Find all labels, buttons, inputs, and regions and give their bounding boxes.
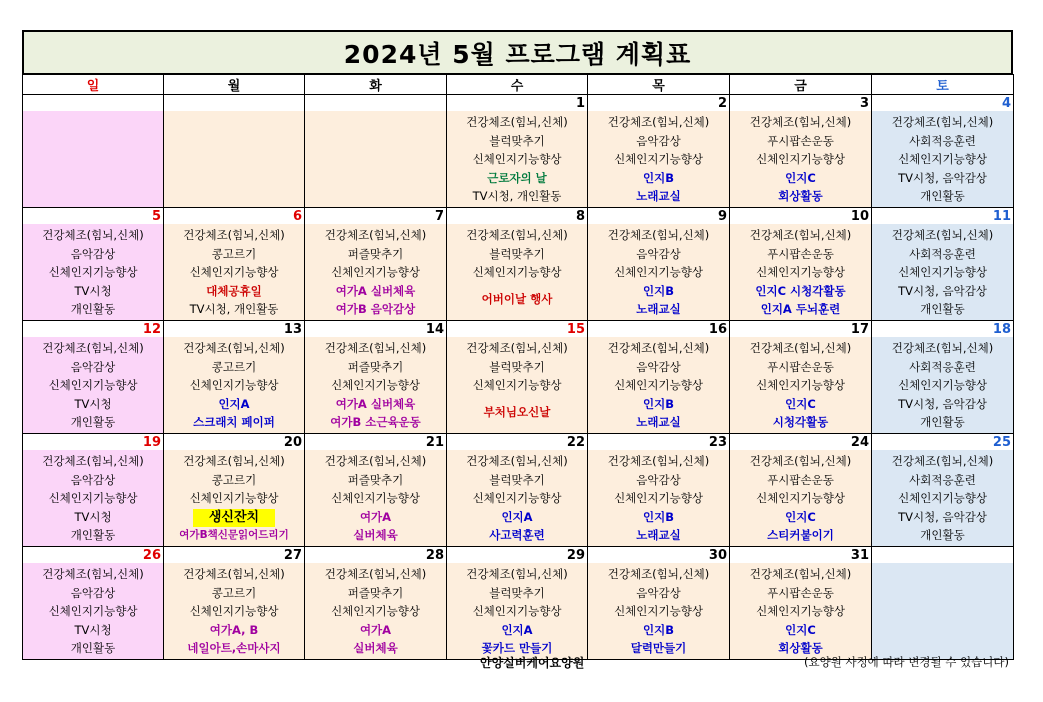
program-label: 회상활동 (778, 189, 823, 203)
day-cell (872, 450, 1014, 547)
calendar-table (22, 74, 1014, 660)
activity: 건강체조(힘뇌,신체) (324, 228, 427, 242)
program-label: 꽃카드 만들기 (481, 641, 553, 655)
activity: 건강체조(힘뇌,신체) (42, 228, 144, 242)
activity: TV시청, 개인활동 (472, 189, 562, 203)
activity: 건강체조(힘뇌,신체) (749, 567, 852, 581)
activity: 건강체조(힘뇌,신체) (466, 567, 568, 581)
activity: 블럭맞추기 (489, 133, 545, 148)
activity: 사회적응훈련 (909, 472, 976, 487)
day-cell (305, 450, 447, 547)
activity: 푸시팝손운동 (767, 585, 834, 600)
activity: 신체인지기능향상 (331, 265, 420, 279)
date-number: 14 (305, 321, 447, 338)
day-cell (23, 563, 164, 660)
activity: 푸시팝손운동 (767, 472, 834, 487)
activity: 신체인지기능향상 (614, 265, 703, 279)
date-number: 27 (164, 547, 305, 564)
program-label: 실버체육 (353, 528, 398, 542)
activity: 건강체조(힘뇌,신체) (466, 115, 568, 129)
date-number: 13 (164, 321, 305, 338)
activity: 신체인지기능향상 (472, 491, 562, 505)
day-cell (588, 337, 730, 434)
activity: 건강체조(힘뇌,신체) (183, 454, 285, 468)
activity: 신체인지기능향상 (48, 491, 138, 505)
activity: 신체인지기능향상 (48, 265, 138, 279)
program-label: 인지C 시청각활동 (755, 283, 846, 298)
activity: 음악감상 (70, 472, 116, 487)
activity: 푸시팝손운동 (767, 246, 834, 261)
activity: 신체인지기능향상 (472, 604, 562, 618)
activity: 신체인지기능향상 (614, 152, 703, 166)
date-number: 19 (23, 434, 164, 451)
day-cell (588, 563, 730, 660)
activity: 건강체조(힘뇌,신체) (324, 567, 427, 581)
activity: 신체인지기능향상 (756, 152, 845, 166)
day-cell (730, 111, 872, 208)
date-number: 12 (23, 321, 164, 338)
activity: TV시청, 음악감상 (898, 509, 987, 524)
program-label: 실버체육 (353, 641, 398, 655)
date-number: 7 (305, 208, 447, 225)
day-cell (588, 450, 730, 547)
day-cell (872, 111, 1014, 208)
date-number: 5 (23, 208, 164, 225)
activity: 음악감상 (636, 246, 681, 261)
weekday-mon: 월 (164, 75, 305, 95)
activity: 퍼즐맞추기 (347, 585, 404, 600)
activity: TV시청, 음악감상 (898, 396, 987, 411)
activity: 푸시팝손운동 (767, 133, 834, 148)
activity: TV시청 (74, 622, 112, 637)
program-label: 노래교실 (636, 189, 681, 203)
week-4-activities (23, 450, 1014, 547)
activity: 신체인지기능향상 (189, 604, 279, 618)
day-cell (730, 337, 872, 434)
day-cell (447, 450, 588, 547)
activity: 콩고르기 (211, 472, 257, 487)
activity: 건강체조(힘뇌,신체) (891, 454, 994, 468)
activity: 건강체조(힘뇌,신체) (749, 341, 852, 355)
event-row (164, 508, 304, 527)
program-label: 인지C (785, 509, 816, 524)
activity: 개인활동 (70, 415, 116, 429)
date-number: 25 (872, 434, 1014, 451)
activity: 건강체조(힘뇌,신체) (607, 228, 710, 242)
activity: 건강체조(힘뇌,신체) (749, 228, 852, 242)
activity: 음악감상 (636, 359, 681, 374)
activity: 개인활동 (70, 641, 116, 655)
activity: 사회적응훈련 (909, 359, 976, 374)
date-number: 11 (872, 208, 1014, 225)
activity: 건강체조(힘뇌,신체) (749, 115, 852, 129)
date-number (872, 547, 1014, 564)
day-cell (588, 111, 730, 208)
date-number: 31 (730, 547, 872, 564)
program-label: 인지C (785, 622, 816, 637)
activity: 신체인지기능향상 (472, 378, 562, 392)
activity: 콩고르기 (211, 359, 257, 374)
organization-name: 안양실버케어요양원 (480, 656, 585, 670)
program-label: 인지B (643, 396, 674, 411)
activity: 신체인지기능향상 (331, 491, 420, 505)
date-number: 28 (305, 547, 447, 564)
activity: 개인활동 (920, 528, 965, 542)
program-label: 인지A (218, 396, 250, 411)
program-label: 인지B (643, 170, 674, 185)
page-title: 2024년 5월 프로그램 계획표 (22, 30, 1013, 74)
week-2-activities (23, 224, 1014, 321)
weekday-thu: 목 (588, 75, 730, 95)
activity: 신체인지기능향상 (472, 265, 562, 279)
activity: 콩고르기 (211, 585, 257, 600)
day-cell (872, 224, 1014, 321)
activity: 신체인지기능향상 (189, 265, 279, 279)
activity: TV시청 (74, 283, 112, 298)
weekday-wed: 수 (447, 75, 588, 95)
activity: 건강체조(힘뇌,신체) (891, 228, 994, 242)
activity: 사회적응훈련 (909, 246, 976, 261)
day-cell (164, 224, 305, 321)
day-cell (730, 450, 872, 547)
activity: 신체인지기능향상 (331, 378, 420, 392)
activity: 신체인지기능향상 (756, 378, 845, 392)
day-cell (23, 337, 164, 434)
date-number: 26 (23, 547, 164, 564)
weekday-sat: 토 (872, 75, 1014, 95)
program-label: 여가B 소근육운동 (330, 415, 421, 429)
program-label: 여가B책신문읽어드리기 (179, 529, 289, 541)
date-number: 30 (588, 547, 730, 564)
weekday-header (23, 75, 1014, 95)
date-number: 6 (164, 208, 305, 225)
week-5-dates (23, 547, 1014, 564)
activity: 신체인지기능향상 (189, 491, 279, 505)
activity: 개인활동 (70, 528, 116, 542)
activity: 음악감상 (636, 133, 681, 148)
date-number: 3 (730, 95, 872, 112)
day-cell (730, 224, 872, 321)
program-label: 여가B 음악감상 (335, 302, 416, 316)
day-cell (305, 224, 447, 321)
day-cell (447, 224, 588, 321)
week-3-dates (23, 321, 1014, 338)
activity: 건강체조(힘뇌,신체) (891, 341, 994, 355)
activity: 블럭맞추기 (489, 472, 545, 487)
activity: 신체인지기능향상 (614, 604, 703, 618)
program-label: 여가A (359, 509, 392, 524)
date-number: 24 (730, 434, 872, 451)
program-label: 인지C (785, 170, 816, 185)
weekday-fri: 금 (730, 75, 872, 95)
program-label: 사고력훈련 (489, 528, 545, 542)
program-label: 스티커붙이기 (767, 528, 834, 542)
weekday-sun: 일 (23, 75, 164, 95)
program-label: 여가A (359, 622, 392, 637)
activity: 신체인지기능향상 (898, 265, 987, 279)
activity: 퍼즐맞추기 (347, 472, 404, 487)
date-number: 9 (588, 208, 730, 225)
program-label: 달력만들기 (630, 641, 687, 655)
date-number: 20 (164, 434, 305, 451)
activity: 신체인지기능향상 (756, 491, 845, 505)
date-number (164, 95, 305, 112)
activity: 개인활동 (920, 415, 965, 429)
date-number (305, 95, 447, 112)
program-label: 시청각활동 (772, 415, 829, 429)
day-cell (164, 563, 305, 660)
activity: 개인활동 (920, 189, 965, 203)
activity: 신체인지기능향상 (614, 491, 703, 505)
activity: 건강체조(힘뇌,신체) (891, 115, 994, 129)
activity: 퍼즐맞추기 (347, 359, 404, 374)
calendar (22, 30, 1013, 660)
activity: 건강체조(힘뇌,신체) (607, 115, 710, 129)
date-number: 15 (447, 321, 588, 338)
program-label: 여가A 실버체육 (335, 396, 416, 411)
activity: 신체인지기능향상 (48, 378, 138, 392)
activity: 신체인지기능향상 (898, 378, 987, 392)
holiday-label: 대체공휴일 (206, 283, 262, 298)
day-cell (305, 337, 447, 434)
week-5-activities (23, 563, 1014, 660)
day-cell (164, 450, 305, 547)
day-cell (164, 337, 305, 434)
day-cell (447, 337, 588, 434)
week-1-activities (23, 111, 1014, 208)
activity: 신체인지기능향상 (898, 491, 987, 505)
activity: 신체인지기능향상 (472, 152, 562, 166)
activity: 콩고르기 (211, 246, 257, 261)
holiday-label: 근로자의 날 (487, 170, 547, 185)
date-number: 21 (305, 434, 447, 451)
activity: 신체인지기능향상 (756, 265, 845, 279)
week-2-dates (23, 208, 1014, 225)
activity: 건강체조(힘뇌,신체) (607, 567, 710, 581)
week-4-dates (23, 434, 1014, 451)
activity: 건강체조(힘뇌,신체) (42, 567, 144, 581)
date-number: 23 (588, 434, 730, 451)
activity: 건강체조(힘뇌,신체) (749, 454, 852, 468)
activity: 신체인지기능향상 (614, 378, 703, 392)
activity: TV시청 (74, 509, 112, 524)
activity: 음악감상 (70, 359, 116, 374)
activity: 블럭맞추기 (489, 585, 545, 600)
date-number: 16 (588, 321, 730, 338)
birthday-party-label: 생신잔치 (193, 509, 275, 527)
activity: 건강체조(힘뇌,신체) (42, 341, 144, 355)
activity: 신체인지기능향상 (189, 378, 279, 392)
activity: 건강체조(힘뇌,신체) (607, 454, 710, 468)
change-notice: (요양원 사정에 따라 변경될 수 있습니다) (804, 655, 1009, 669)
program-label: 인지B (643, 283, 674, 298)
activity: 건강체조(힘뇌,신체) (607, 341, 710, 355)
date-number: 29 (447, 547, 588, 564)
day-cell (23, 450, 164, 547)
day-cell (872, 337, 1014, 434)
program-label: 인지B (643, 509, 674, 524)
activity: 건강체조(힘뇌,신체) (183, 228, 285, 242)
activity: 개인활동 (920, 302, 965, 316)
activity: 블럭맞추기 (489, 359, 545, 374)
program-label: 노래교실 (636, 302, 681, 316)
activity: 음악감상 (70, 585, 116, 600)
program-label: 여가A 실버체육 (335, 283, 416, 298)
date-number (23, 95, 164, 112)
activity: 신체인지기능향상 (898, 152, 987, 166)
day-cell (23, 224, 164, 321)
week-3-activities (23, 337, 1014, 434)
week-1-dates (23, 95, 1014, 112)
activity: 푸시팝손운동 (767, 359, 834, 374)
activity: 건강체조(힘뇌,신체) (466, 341, 568, 355)
day-cell (588, 224, 730, 321)
activity: 사회적응훈련 (909, 133, 976, 148)
date-number: 1 (447, 95, 588, 112)
program-label: 인지A (501, 509, 533, 524)
activity: 건강체조(힘뇌,신체) (466, 454, 568, 468)
date-number: 18 (872, 321, 1014, 338)
program-label: 인지A (501, 622, 533, 637)
date-number: 8 (447, 208, 588, 225)
day-cell (447, 563, 588, 660)
day-cell-empty (164, 111, 305, 208)
activity: 신체인지기능향상 (756, 604, 845, 618)
date-number: 4 (872, 95, 1014, 112)
activity: 건강체조(힘뇌,신체) (183, 341, 285, 355)
program-label: 네일아트,손마사지 (187, 641, 281, 655)
day-cell-empty (23, 111, 164, 208)
activity: 퍼즐맞추기 (347, 246, 404, 261)
activity: 신체인지기능향상 (331, 604, 420, 618)
program-label: 인지C (785, 396, 816, 411)
day-cell (447, 111, 588, 208)
activity: 건강체조(힘뇌,신체) (466, 228, 568, 242)
activity: 음악감상 (70, 246, 116, 261)
activity: 건강체조(힘뇌,신체) (183, 567, 285, 581)
date-number: 10 (730, 208, 872, 225)
activity: TV시청, 음악감상 (898, 170, 987, 185)
weekday-tue: 화 (305, 75, 447, 95)
program-label: 인지B (643, 622, 674, 637)
activity: 음악감상 (636, 472, 681, 487)
program-label: 스크래치 페이퍼 (193, 415, 275, 429)
program-label: 노래교실 (636, 528, 681, 542)
program-label: 인지A 두뇌훈련 (760, 302, 841, 316)
event-label: 어버이날 행사 (481, 291, 553, 306)
program-label: 노래교실 (636, 415, 681, 429)
program-label: 회상활동 (778, 641, 823, 655)
activity: 블럭맞추기 (489, 246, 545, 261)
activity: 개인활동 (70, 302, 116, 316)
activity: TV시청, 음악감상 (898, 283, 987, 298)
activity: 건강체조(힘뇌,신체) (42, 454, 144, 468)
day-cell-empty (872, 563, 1014, 660)
holiday-label: 부처님오신날 (483, 404, 551, 419)
activity: 신체인지기능향상 (48, 604, 138, 618)
program-label: 여가A, B (209, 622, 259, 637)
date-number: 2 (588, 95, 730, 112)
date-number: 17 (730, 321, 872, 338)
activity: 건강체조(힘뇌,신체) (324, 454, 427, 468)
activity: TV시청, 개인활동 (189, 302, 279, 316)
activity: TV시청 (74, 396, 112, 411)
date-number: 22 (447, 434, 588, 451)
day-cell (305, 563, 447, 660)
activity: 음악감상 (636, 585, 681, 600)
day-cell-empty (305, 111, 447, 208)
activity: 건강체조(힘뇌,신체) (324, 341, 427, 355)
day-cell (730, 563, 872, 660)
